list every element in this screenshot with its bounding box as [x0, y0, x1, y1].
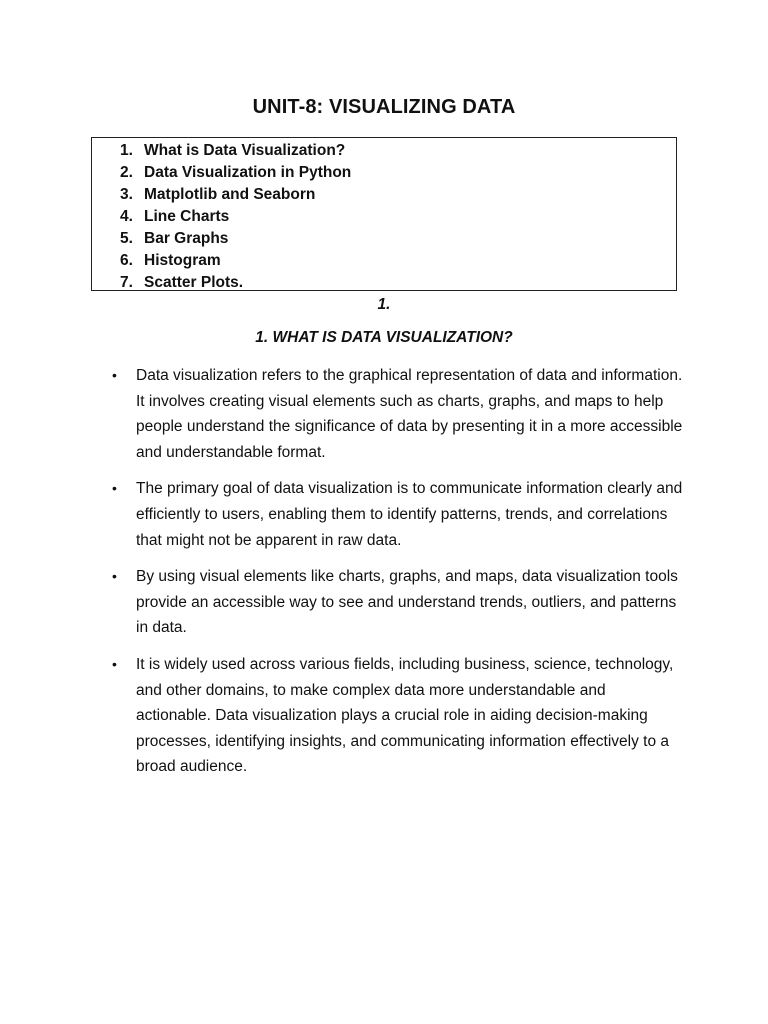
toc-item-label: Line Charts: [144, 208, 230, 225]
bullet-paragraph: [112, 363, 684, 465]
toc-item-label: What is Data Visualization?: [144, 142, 346, 159]
toc-item: [120, 184, 351, 206]
toc-item-number: 7.: [120, 274, 133, 291]
bullet-list: [112, 363, 684, 791]
toc-item-number: 5.: [120, 230, 133, 247]
toc-item-number: 1.: [120, 142, 133, 159]
bullet-paragraph: [112, 564, 684, 641]
toc-item: [120, 228, 351, 250]
bullet-text: The primary goal of data visualization is to communicate information clearly and efficiently to users, enabling them to identify patterns, trends, and correlations that might not be apparent in raw data.: [136, 480, 683, 549]
toc-item: [120, 250, 351, 272]
table-of-contents-list: [120, 140, 351, 294]
toc-item-number: 6.: [120, 252, 133, 269]
toc-item-label: Bar Graphs: [144, 230, 229, 247]
toc-item: [120, 206, 351, 228]
bullet-text: It is widely used across various fields, including business, science, technology, and other domains, to make complex data more understandable and actionable. Data visualization plays a crucial role in aiding decision-making processes, identifying insights, and communicating information effectively to a broad audience.: [136, 655, 674, 776]
page-title: UNIT-8: VISUALIZING DATA: [252, 96, 516, 118]
bullet-icon: •: [112, 655, 117, 672]
section-heading: 1. WHAT IS DATA VISUALIZATION?: [255, 329, 513, 346]
toc-item-number: 3.: [120, 186, 133, 203]
stray-list-number: 1.: [377, 296, 391, 313]
bullet-paragraph: [112, 476, 684, 553]
bullet-icon: •: [112, 480, 117, 497]
toc-item-label: Matplotlib and Seaborn: [144, 186, 316, 203]
bullet-paragraph: [112, 652, 684, 780]
toc-item-label: Data Visualization in Python: [144, 164, 352, 181]
toc-item: [120, 162, 351, 184]
toc-item-number: 4.: [120, 208, 133, 225]
toc-item-label: Scatter Plots.: [144, 274, 244, 291]
toc-item: [120, 140, 351, 162]
bullet-text: By using visual elements like charts, graphs, and maps, data visualization tools provide an accessible way to see and understand trends, outliers, and patterns in data.: [136, 568, 678, 637]
bullet-text: Data visualization refers to the graphical representation of data and information. It involves creating visual elements such as charts, graphs, and maps to help people understand the significance of data by presenting it in a more accessible and understandable format.: [136, 367, 683, 461]
toc-item-label: Histogram: [144, 252, 221, 269]
bullet-icon: •: [112, 568, 117, 585]
table-of-contents-box: [91, 137, 677, 291]
toc-item-number: 2.: [120, 164, 133, 181]
toc-item: [120, 272, 351, 294]
bullet-icon: •: [112, 367, 117, 383]
